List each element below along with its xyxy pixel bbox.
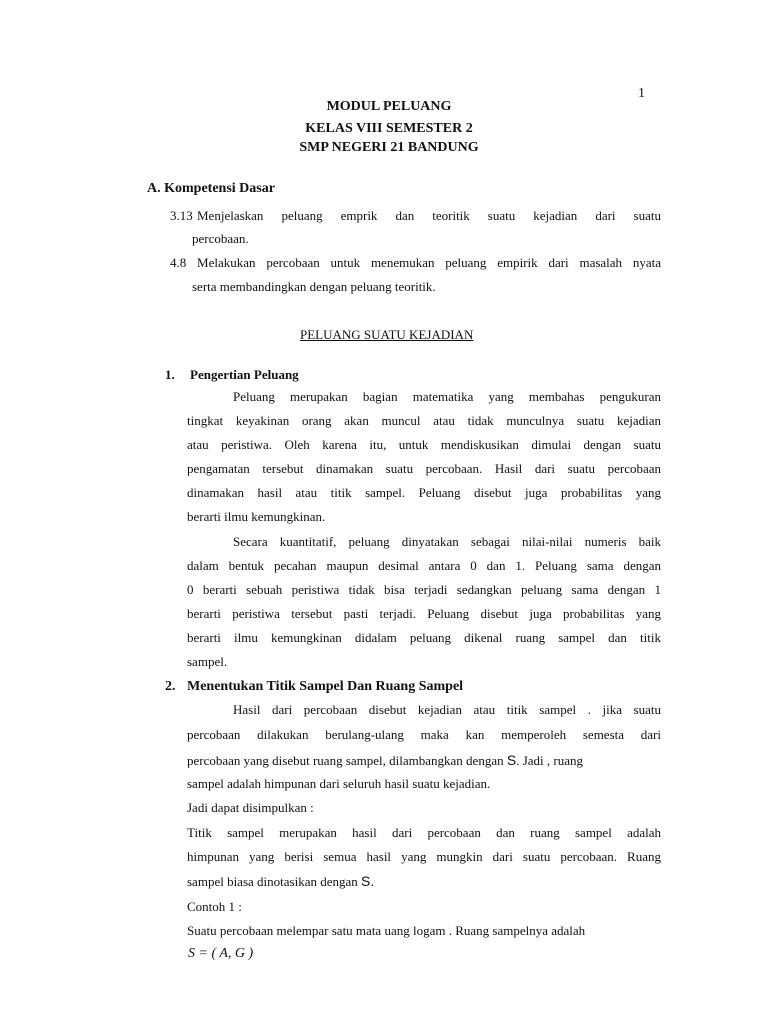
sub1-p2-line: berarti peristiwa tersebut pasti terjadi. Peluang disebut juga probabilitas yang: [187, 606, 661, 621]
sub2-conclusion-intro: Jadi dapat disimpulkan :: [187, 800, 314, 815]
sub1-p1-line: pengamatan tersebut dinamakan suatu percobaan. Hasil dari suatu percobaan: [187, 461, 661, 476]
sub1-p2-line: sampel.: [187, 654, 228, 669]
sub1-p2-line: dalam bentuk pecahan maupun desimal antara 0 dan 1. Peluang sama dengan: [187, 558, 661, 573]
sub2-p3-line-3: [187, 873, 374, 890]
sub1-p2-line: 0 berarti sebuah peristiwa tidak bisa terjadi sedangkan peluang sama dengan 1: [187, 582, 661, 597]
sub2-p1-line-3b: . Jadi , ruang: [516, 753, 583, 768]
kd1-line-2: percobaan.: [192, 231, 249, 246]
title-line-2: KELAS VIII SEMESTER 2: [305, 121, 473, 136]
kd1-line-1: Menjelaskan peluang emprik dan teoritik suatu kejadian dari suatu: [197, 208, 661, 223]
sub2-number: 2.: [165, 679, 176, 694]
sub2-p1-line-3a: percobaan yang disebut ruang sampel, dilambangkan dengan: [187, 753, 504, 768]
section-subtitle: PELUANG SUATU KEJADIAN: [300, 327, 474, 342]
sub1-p1-line: atau peristiwa. Oleh karena itu, untuk mendiskusikan dimulai dengan suatu: [187, 437, 661, 452]
sub1-p2-line: Secara kuantitatif, peluang dinyatakan sebagai nilai-nilai numeris baik: [233, 534, 661, 549]
sub2-p1-line-4: sampel adalah himpunan dari seluruh hasil suatu kejadian.: [187, 776, 491, 791]
sub2-p1-line-1: Hasil dari percobaan disebut kejadian atau titik sampel . jika suatu: [233, 702, 661, 717]
sub1-p2-line: berarti ilmu kemungkinan didalam peluang dikenal ruang sampel dan titik: [187, 630, 661, 645]
sub1-p1-line: tingkat keyakinan orang akan muncul atau tidak munculnya suatu kejadian: [187, 413, 661, 428]
example-line: Suatu percobaan melempar satu mata uang logam . Ruang sampelnya adalah: [187, 923, 586, 938]
section-a-heading: A. Kompetensi Dasar: [147, 181, 275, 196]
sub2-p3-line-3a: sampel biasa dinotasikan dengan: [187, 874, 358, 889]
title-line-1: MODUL PELUANG: [326, 99, 452, 114]
sub1-p1-line: berarti ilmu kemungkinan.: [187, 509, 326, 524]
sub2-p3-line-2: himpunan yang berisi semua hasil yang mungkin dari suatu percobaan. Ruang: [187, 849, 661, 864]
kd2-line-1: 4.8 Melakukan percobaan untuk menemukan peluang empirik dari masalah nyata: [170, 255, 661, 270]
kd2-line-2: serta membandingkan dengan peluang teoritik.: [192, 279, 436, 294]
title-line-3: SMP NEGERI 21 BANDUNG: [299, 140, 479, 155]
sample-space-symbol: S.: [361, 873, 375, 889]
sub2-heading: Menentukan Titik Sampel Dan Ruang Sampel: [187, 679, 464, 694]
sub1-number: 1.: [165, 367, 175, 382]
sample-space-symbol: S: [506, 752, 517, 768]
kd1-number: 3.13: [170, 208, 193, 223]
sub1-p1-line: Peluang merupakan bagian matematika yang membahas pengukuran: [233, 389, 661, 404]
sub2-p1-line-3: [187, 752, 661, 769]
sub2-p3-line-1: Titik sampel merupakan hasil dari percobaan dan ruang sampel adalah: [187, 825, 661, 840]
page-number: 1: [638, 86, 645, 101]
sub2-p1-line-2: percobaan dilakukan berulang-ulang maka kan memperoleh semesta dari: [187, 727, 661, 742]
sub1-p1-line: dinamakan hasil atau titik sampel. Peluang disebut juga probabilitas yang: [187, 485, 661, 500]
example-label: Contoh 1 :: [187, 899, 242, 914]
sub1-heading: Pengertian Peluang: [190, 367, 299, 382]
sample-space-formula: S = ( A, G ): [188, 946, 254, 961]
